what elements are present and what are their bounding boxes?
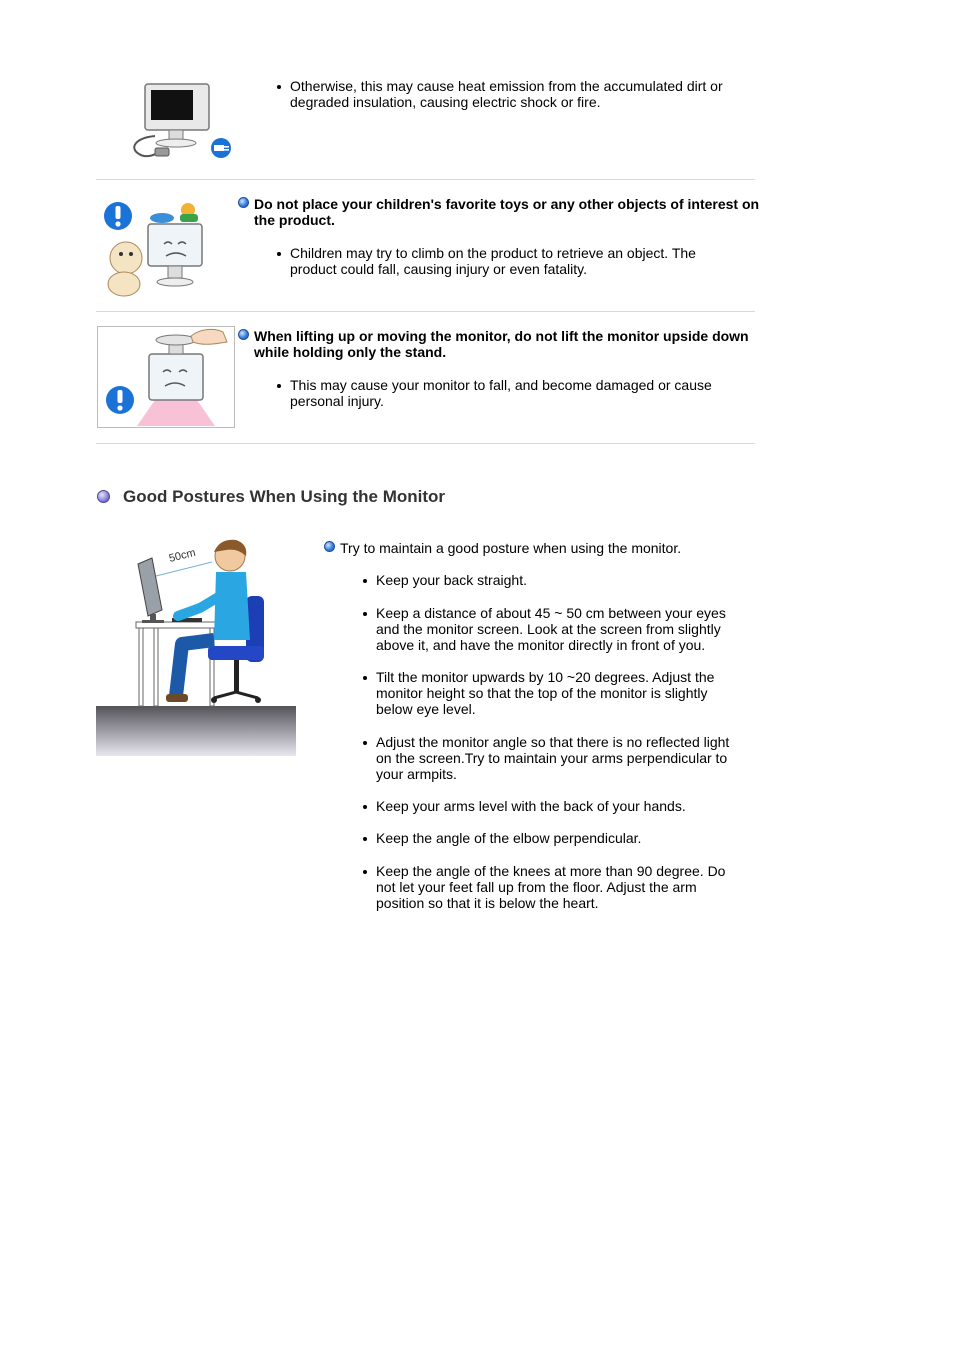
list-item: Tilt the monitor upwards by 10 ~20 degrees. Adjust the monitor height so that the top of the monitor is slightly below eye level. [362,669,744,717]
list-item: This may cause your monitor to fall, and become damaged or cause personal injury. [276,377,746,409]
list-item: Otherwise, this may cause heat emission from the accumulated dirt or degraded insulation, causing electric shock or fire. [276,78,746,110]
warning-heading [238,196,770,228]
posture-bullet-list [362,572,744,911]
list-item: Adjust the monitor angle so that there is no reflected light on the screen.Try to maintain your arms perpendicular to your armpits. [362,734,744,782]
bullet-list [276,78,746,110]
heading-text: When lifting up or moving the monitor, do not lift the monitor upside down while holding only the stand. [254,328,749,360]
divider [96,179,755,180]
heading-text: Do not place your children's favorite toys or any other objects of interest on the product. [254,196,760,228]
good-posture-illustration [96,536,296,756]
list-item: Keep your back straight. [362,572,744,588]
child-toys-warning-illustration [98,196,230,298]
blue-bullet-icon [238,329,249,340]
section-title [97,487,445,507]
unplugged-monitor-illustration [125,80,235,166]
divider [96,443,755,444]
bullet-list [276,377,746,409]
blue-bullet-icon [238,197,249,208]
warning-heading [238,328,770,360]
section-title-text: Good Postures When Using the Monitor [123,487,446,506]
list-item: Keep the angle of the elbow perpendicular. [362,830,744,846]
list-item: Children may try to climb on the product to retrieve an object. The product could fall, causing injury or even fatality. [276,245,746,277]
lift-monitor-warning-illustration [97,326,235,428]
list-item: Keep the angle of the knees at more than 90 degree. Do not let your feet fall up from the floor. Adjust the arm position so that it is below the heart. [362,863,744,911]
intro-text: Try to maintain a good posture when using the monitor. [340,540,682,556]
divider [96,311,755,312]
posture-intro [324,540,770,556]
blue-bullet-icon [324,541,335,552]
bullet-list [276,245,746,277]
section-bullet-icon [97,490,110,503]
list-item: Keep your arms level with the back of your hands. [362,798,744,814]
distance-label: 50cm [167,546,197,565]
list-item: Keep a distance of about 45 ~ 50 cm between your eyes and the monitor screen. Look at the screen from slightly above it, and have the monitor directly in front of you. [362,605,744,653]
